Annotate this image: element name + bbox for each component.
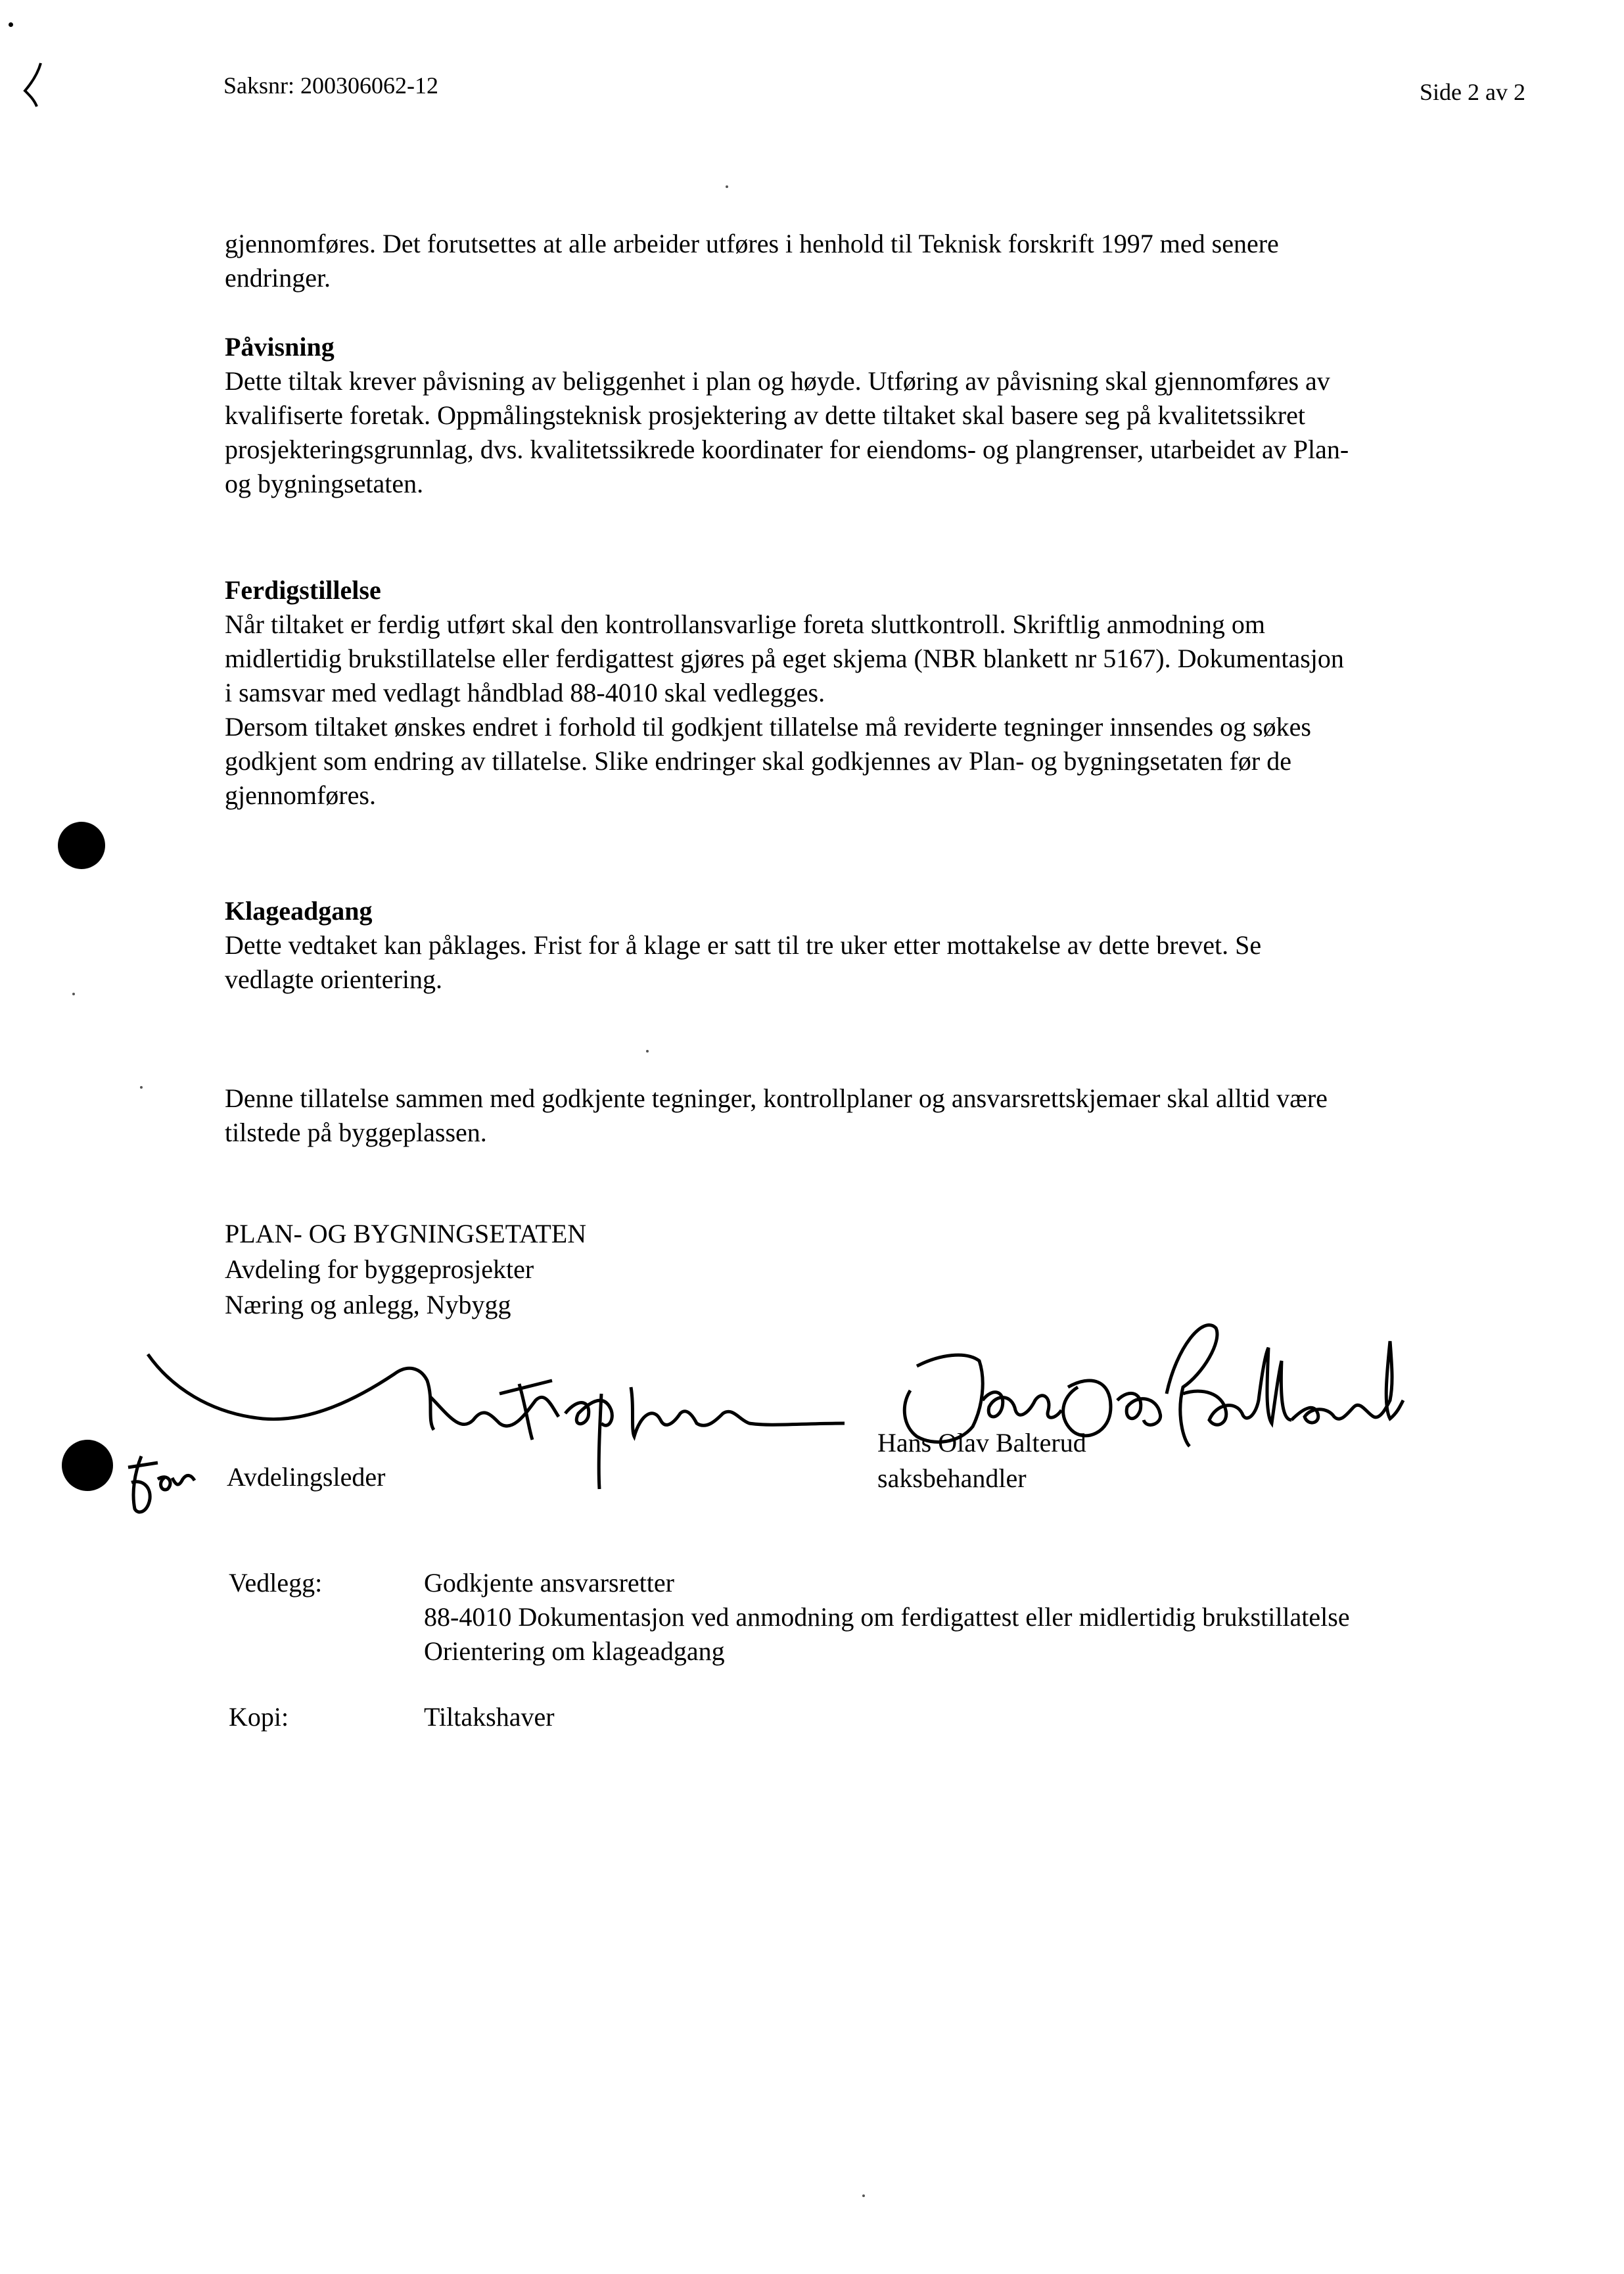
attachments-label: Vedlegg: — [229, 1568, 323, 1598]
right-signature-stroke — [983, 1392, 1061, 1418]
section-ferdigstillelse — [225, 573, 1533, 813]
section-line: gjennomføres. — [225, 780, 376, 810]
left-signature-stroke — [631, 1387, 845, 1436]
section-line: prosjekteringsgrunnlag, dvs. kvalitetssikrede koordinater for eiendoms- og plangrenser, utarbeidet av Plan- — [225, 435, 1349, 464]
section-klageadgang — [225, 894, 1533, 997]
page-indicator: Side 2 av 2 — [1420, 79, 1525, 105]
attachment-item: Godkjente ansvarsretter — [424, 1568, 674, 1598]
section-line: midlertidig brukstillatelse eller ferdigattest gjøres på eget skjema (NBR blankett nr 5167). Dokumentasjon — [225, 644, 1344, 673]
scan-speck — [726, 185, 728, 188]
left-signature-stroke — [430, 1397, 559, 1426]
agency-name: PLAN- OG BYGNINGSETATEN — [225, 1219, 587, 1248]
notice-paragraph — [225, 1081, 1533, 1150]
right-signature-stroke — [1183, 1348, 1291, 1425]
section-pavisning — [225, 330, 1533, 501]
section-title: Klageadgang — [225, 896, 373, 926]
attachments-list — [424, 1566, 1350, 1669]
section-title: Påvisning — [225, 332, 335, 362]
right-signature-stroke — [1167, 1325, 1217, 1446]
right-signature-stroke — [1117, 1393, 1161, 1425]
closing-block — [225, 1216, 586, 1323]
handwritten-for — [158, 1475, 195, 1490]
intro-line: gjennomføres. Det forutsettes at alle arbeider utføres i henhold til Teknisk forskrift 1997 med senere — [225, 229, 1279, 258]
attachment-item: Orientering om klageadgang — [424, 1636, 725, 1666]
right-signer-name: Hans Olav Balterud — [877, 1428, 1086, 1457]
scan-speck — [72, 993, 75, 995]
notice-line: tilstede på byggeplassen. — [225, 1118, 487, 1147]
notice-line: Denne tillatelse sammen med godkjente tegninger, kontrollplaner og ansvarsrettskjemaer skal alltid være — [225, 1083, 1328, 1113]
left-signature-stroke — [599, 1394, 601, 1489]
right-signer-role: saksbehandler — [877, 1463, 1027, 1493]
section-line: Dette vedtaket kan påklages. Frist for å klage er satt til tre uker etter mottakelse av dette brevet. Se — [225, 930, 1262, 960]
section-line: kvalifiserte foretak. Oppmålingsteknisk prosjektering av dette tiltaket skal basere seg på kvalitetssikret — [225, 400, 1305, 430]
punch-hole-mark — [62, 1440, 113, 1491]
scan-speck — [646, 1050, 649, 1053]
intro-line: endringer. — [225, 263, 331, 293]
scan-speck — [9, 22, 13, 27]
left-signature-swoop — [148, 1354, 434, 1430]
section-line: og bygningsetaten. — [225, 469, 424, 498]
case-number: Saksnr: 200306062-12 — [223, 72, 438, 99]
section-line: vedlagte orientering. — [225, 964, 442, 994]
unit-name: Næring og anlegg, Nybygg — [225, 1290, 511, 1319]
section-line: godkjent som endring av tillatelse. Slike endringer skal godkjennes av Plan- og bygningsetaten før de — [225, 746, 1291, 776]
left-signer-role: Avdelingsleder — [227, 1462, 386, 1492]
section-line: i samsvar med vedlagt håndblad 88-4010 skal vedlegges. — [225, 678, 825, 707]
section-line: Når tiltaket er ferdig utført skal den kontrollansvarlige foreta sluttkontroll. Skriftlig anmodning om — [225, 609, 1265, 639]
punch-hole-mark — [58, 822, 105, 869]
section-line: Dersom tiltaket ønskes endret i forhold til godkjent tillatelse må reviderte tegninger innsendes og søkes — [225, 712, 1311, 742]
scan-speck — [140, 1086, 143, 1089]
intro-paragraph — [225, 227, 1533, 295]
left-signature-stroke — [565, 1400, 612, 1425]
margin-mark — [25, 63, 41, 107]
attachment-item: 88-4010 Dokumentasjon ved anmodning om ferdigattest eller midlertidig brukstillatelse — [424, 1602, 1350, 1632]
handwritten-for — [128, 1456, 158, 1512]
section-line: Dette tiltak krever påvisning av beliggenhet i plan og høyde. Utføring av påvisning skal gjennomføres av — [225, 366, 1330, 396]
scan-speck — [862, 2194, 865, 2197]
right-signature-stroke — [1291, 1341, 1403, 1423]
section-title: Ferdigstillelse — [225, 575, 381, 605]
left-signature-stroke — [499, 1381, 552, 1440]
copy-label: Kopi: — [229, 1702, 289, 1732]
department-name: Avdeling for byggeprosjekter — [225, 1254, 534, 1284]
copy-value: Tiltakshaver — [424, 1702, 555, 1732]
